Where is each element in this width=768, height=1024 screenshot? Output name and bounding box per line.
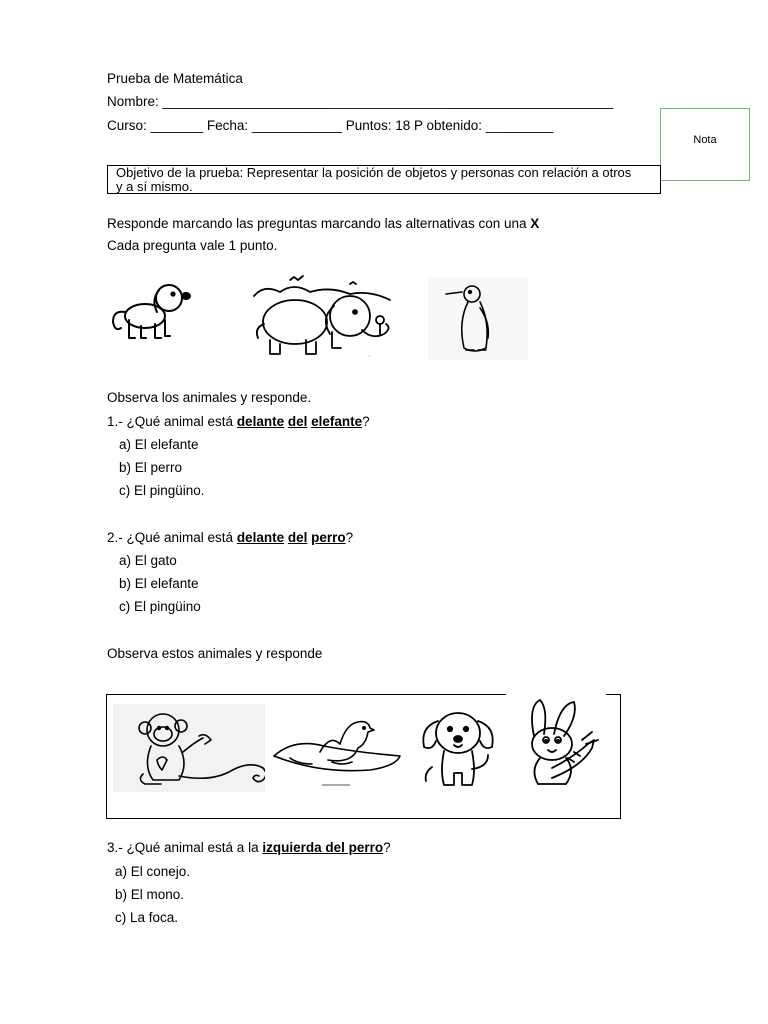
points-note: Cada pregunta vale 1 punto. xyxy=(107,238,278,253)
monkey-icon xyxy=(113,704,265,792)
elephant-icon xyxy=(250,274,402,366)
q2-keyword-2: del xyxy=(287,530,308,545)
q3-suffix: ? xyxy=(383,840,391,855)
q3-keyword: izquierda del perro xyxy=(262,840,384,855)
nombre-line: Nombre: ____________________________________________________________ xyxy=(107,94,613,109)
q2-suffix: ? xyxy=(345,530,354,545)
q1-keyword-1: delante xyxy=(236,414,285,429)
instructions-text: Responde marcando las preguntas marcando las alternativas con una xyxy=(107,216,531,231)
q2-keyword-1: delante xyxy=(236,530,285,545)
puppy-icon xyxy=(410,703,506,791)
instructions-line xyxy=(107,216,539,232)
penguin-icon xyxy=(428,278,528,360)
q2-prefix: 2.- ¿Qué animal está xyxy=(107,530,237,545)
q2-option-c[interactable]: c) El pingüino xyxy=(119,599,201,614)
question-1 xyxy=(107,414,370,430)
q1-suffix: ? xyxy=(362,414,370,429)
q3-option-c[interactable]: c) La foca. xyxy=(115,910,179,925)
q3-option-a[interactable]: a) El conejo. xyxy=(115,864,191,879)
q1-option-b[interactable]: b) El perro xyxy=(119,460,183,475)
section1-intro: Observa los animales y responde. xyxy=(107,390,312,405)
objective-box xyxy=(107,165,661,194)
q1-keyword-3: elefante xyxy=(311,414,363,429)
q1-keyword-2: del xyxy=(287,414,308,429)
q2-keyword-3: perro xyxy=(311,530,346,545)
nota-box xyxy=(660,108,750,181)
q1-option-c[interactable]: c) El pingüino. xyxy=(119,483,205,498)
nota-label: Nota xyxy=(693,134,717,146)
q3-prefix: 3.- ¿Qué animal está a la xyxy=(107,840,263,855)
q1-prefix: 1.- ¿Qué animal está xyxy=(107,414,237,429)
svg-text:~: ~ xyxy=(368,354,371,360)
seal-icon xyxy=(270,712,404,792)
objective-text: Objetivo de la prueba: Representar la posición de objetos y personas con relación a otros y a sí mismo. xyxy=(116,165,632,194)
question-3 xyxy=(107,840,391,856)
rabbit-icon xyxy=(512,696,608,792)
curso-line: Curso: _______ Fecha: ____________ Puntos: 18 P obtenido: _________ xyxy=(107,118,554,133)
question-2 xyxy=(107,530,353,546)
section2-intro: Observa estos animales y responde xyxy=(107,646,323,661)
q2-option-b[interactable]: b) El elefante xyxy=(119,576,199,591)
page-title: Prueba de Matemática xyxy=(107,71,243,86)
q1-option-a[interactable]: a) El elefante xyxy=(119,437,199,452)
mark-symbol: X xyxy=(530,216,540,231)
q2-option-a[interactable]: a) El gato xyxy=(119,553,177,568)
dog-icon xyxy=(107,276,195,348)
q3-option-b[interactable]: b) El mono. xyxy=(115,887,185,902)
